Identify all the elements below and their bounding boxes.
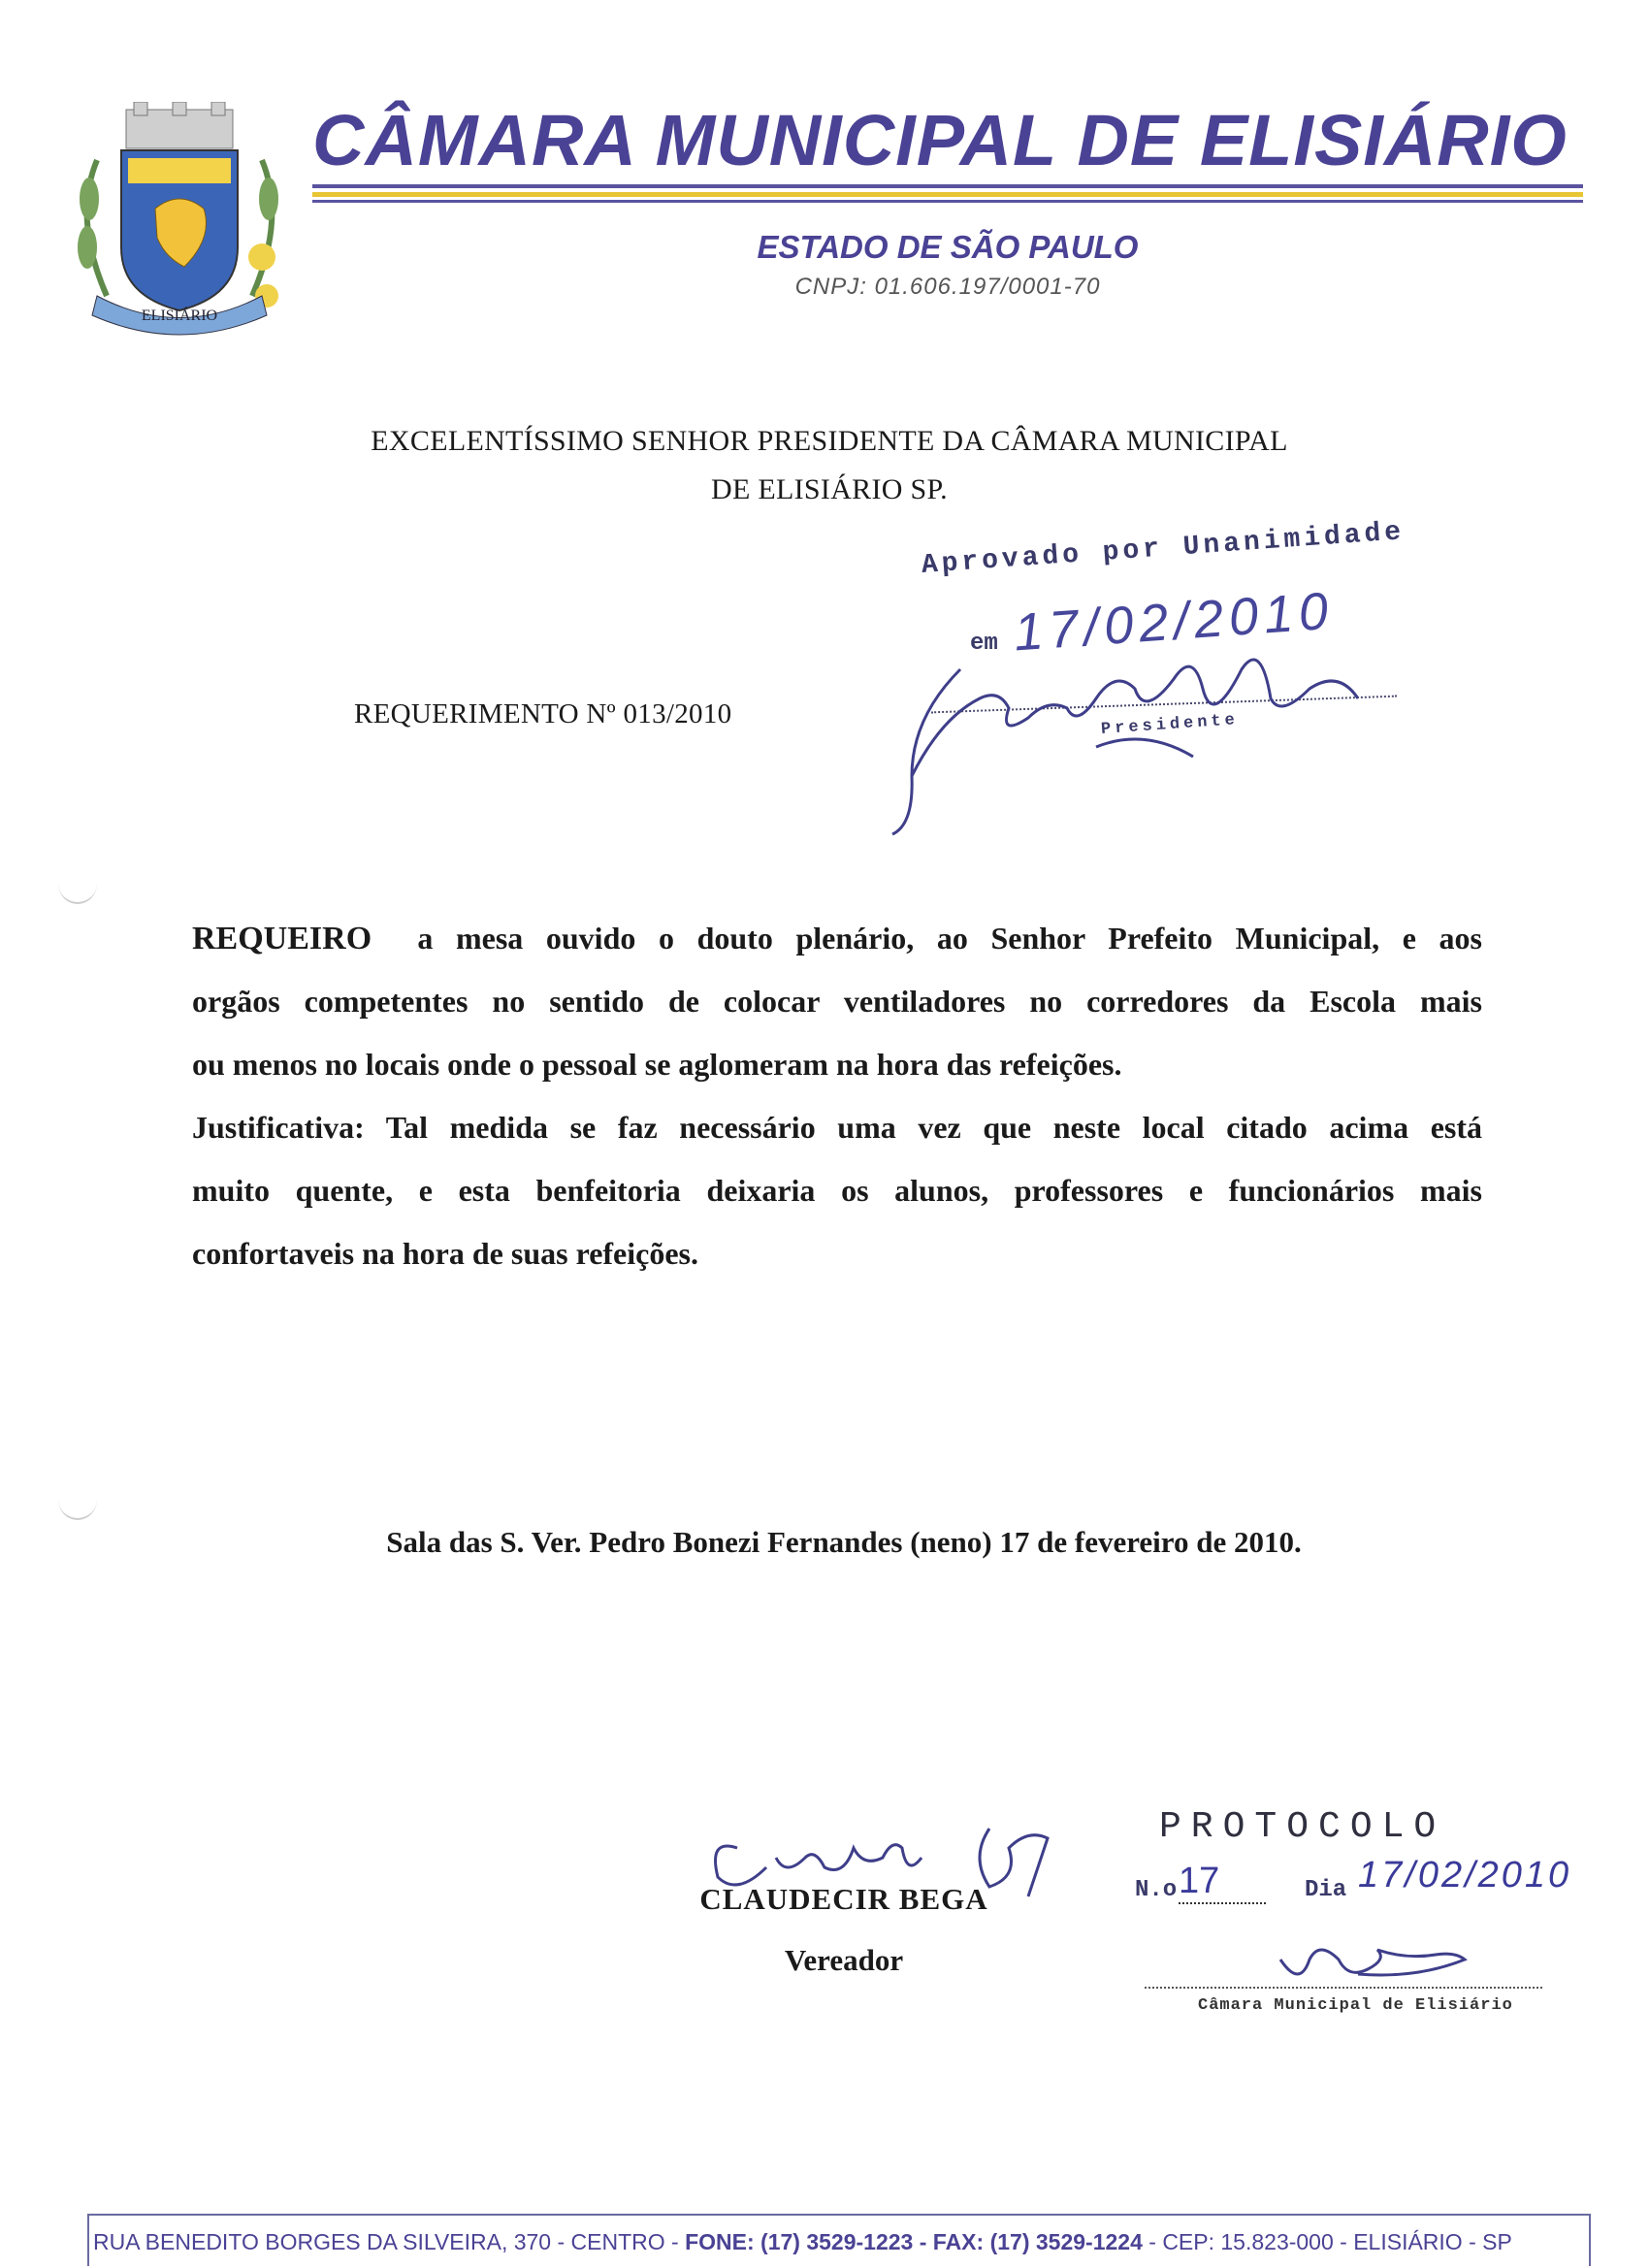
protocol-date: 17/02/2010: [1358, 1855, 1572, 1895]
state-subtitle: ESTADO DE SÃO PAULO: [757, 229, 1139, 265]
protocol-day-label: Dia: [1305, 1877, 1347, 1903]
footer-fone-label: FONE:: [685, 2229, 755, 2254]
header-rule-bottom: [312, 200, 1583, 203]
approval-stamp-date: 17/02/2010: [1012, 581, 1336, 663]
approval-stamp-role: Presidente: [1100, 711, 1240, 739]
addressee-line-2: DE ELISIÁRIO SP.: [711, 473, 948, 505]
protocol-number-label: N.o: [1135, 1877, 1178, 1903]
body-line-2: orgãos competentes no sentido de colocar ventiladores no corredores da Escola mais: [192, 984, 1482, 1019]
protocol-number: 17: [1179, 1861, 1266, 1904]
addressee-line-1: EXCELENTÍSSIMO SENHOR PRESIDENTE DA CÂMARA MUNICIPAL: [371, 425, 1288, 457]
signatory-name: CLAUDECIR BEGA: [699, 1882, 988, 1916]
municipal-crest-icon: [68, 102, 291, 340]
president-signature-icon: [854, 631, 1397, 844]
request-number: REQUERIMENTO Nº 013/2010: [354, 698, 732, 729]
header-rule-top: [312, 184, 1583, 188]
body-line-1: [192, 920, 1482, 959]
approval-stamp-em: em: [970, 631, 998, 657]
protocol-signature-line: [1145, 1987, 1542, 1989]
addressee: [296, 417, 1363, 514]
body-line-1-text: a mesa ouvido o douto plenário, ao Senhor Prefeito Municipal, e aos: [417, 921, 1483, 956]
footer-fone: (17) 3529-1223: [760, 2229, 914, 2254]
footer-cep: - CEP: 15.823-000 - ELISIÁRIO - SP: [1148, 2229, 1512, 2254]
footer-contact: [87, 2214, 1591, 2266]
closing-line: Sala das S. Ver. Pedro Bonezi Fernandes (neno) 17 de fevereiro de 2010.: [386, 1525, 1302, 1559]
body-line-4: Justificativa: Tal medida se faz necessário uma vez que neste local citado acima está: [192, 1110, 1482, 1145]
protocol-stamp-title: PROTOCOLO: [1159, 1806, 1446, 1848]
body-line-6: confortaveis na hora de suas refeições.: [192, 1236, 698, 1271]
institution-title: CÂMARA MUNICIPAL DE ELISIÁRIO: [312, 100, 1568, 180]
footer-fax-label: - FAX:: [919, 2229, 985, 2254]
signatory-role: Vereador: [784, 1943, 904, 1977]
approval-stamp-label: Aprovado por Unanimidade: [920, 517, 1406, 581]
punch-hole-bottom: [58, 1479, 97, 1520]
footer-address: RUA BENEDITO BORGES DA SILVEIRA, 370 - CENTRO -: [93, 2229, 679, 2254]
header-rule-gold: [312, 192, 1583, 197]
cnpj-line: CNPJ: 01.606.197/0001-70: [794, 274, 1101, 300]
body-line-5: muito quente, e esta benfeitoria deixaria os alunos, professores e funcionários mais: [192, 1173, 1482, 1208]
crest-label: ELISIÁRIO: [141, 308, 218, 324]
body-lead: REQUEIRO: [192, 921, 372, 956]
protocol-stamp-footer: Câmara Municipal de Elisiário: [1198, 1996, 1513, 2015]
punch-hole-top: [58, 863, 97, 904]
footer-fax: (17) 3529-1224: [989, 2229, 1143, 2254]
body-line-3: ou menos no locais onde o pessoal se aglomeram na hora das refeições.: [192, 1047, 1122, 1082]
